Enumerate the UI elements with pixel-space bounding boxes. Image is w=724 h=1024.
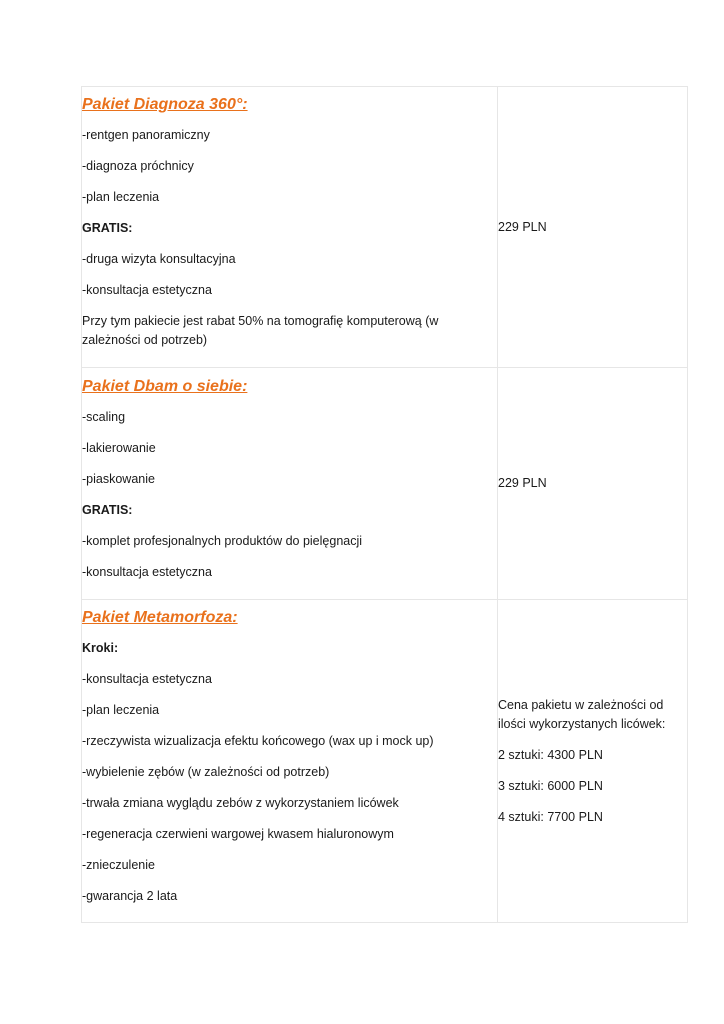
package-description-cell <box>82 600 498 923</box>
package-item: -diagnoza próchnicy <box>82 159 194 173</box>
gratis-label: GRATIS: <box>82 221 133 235</box>
package-price-cell <box>498 600 688 923</box>
package-step: -rzeczywista wizualizacja efektu końcowego (wax up i mock up) <box>82 733 434 748</box>
gratis-item: -konsultacja estetyczna <box>82 283 212 297</box>
price-note: Cena pakietu w zależności od ilości wykorzystanych licówek: <box>498 697 666 731</box>
package-item: -plan leczenia <box>82 190 160 204</box>
package-item: -scaling <box>82 409 126 424</box>
price-option: 2 sztuki: 4300 PLN <box>498 747 603 762</box>
package-row-dbam-o-siebie <box>82 368 688 600</box>
steps-label: Kroki: <box>82 640 119 655</box>
package-price-cell <box>498 368 688 600</box>
package-item: -piaskowanie <box>82 471 155 486</box>
package-description-cell <box>82 87 498 368</box>
package-step: -konsultacja estetyczna <box>82 671 212 686</box>
price-option: 4 sztuki: 7700 PLN <box>498 809 603 824</box>
gratis-item: -druga wizyta konsultacyjna <box>82 252 236 266</box>
price-option: 3 sztuki: 6000 PLN <box>498 778 603 793</box>
package-price: 229 PLN <box>498 476 547 490</box>
package-step: -gwarancja 2 lata <box>82 888 178 903</box>
package-note: Przy tym pakiecie jest rabat 50% na tomografię komputerową (w zależności od potrzeb) <box>82 314 439 347</box>
package-step: -regeneracja czerwieni wargowej kwasem hialuronowym <box>82 826 394 841</box>
package-price: 229 PLN <box>498 219 547 234</box>
package-title: Pakiet Dbam o siebie: <box>82 377 248 395</box>
package-item: -rentgen panoramiczny <box>82 128 210 142</box>
package-step: -trwała zmiana wyglądu zebów z wykorzystaniem licówek <box>82 795 399 810</box>
package-step: -plan leczenia <box>82 702 160 717</box>
package-description-cell <box>82 368 498 600</box>
package-step: -wybielenie zębów (w zależności od potrzeb) <box>82 764 330 779</box>
price-list <box>498 696 687 827</box>
package-item: -lakierowanie <box>82 440 156 455</box>
package-title: Pakiet Diagnoza 360°: <box>82 96 248 113</box>
package-row-diagnoza <box>82 87 688 368</box>
package-step: -znieczulenie <box>82 857 155 872</box>
packages-table <box>81 86 688 923</box>
gratis-item: -komplet profesjonalnych produktów do pielęgnacji <box>82 533 363 548</box>
package-row-metamorfoza <box>82 600 688 923</box>
package-price-cell <box>498 87 688 368</box>
package-title: Pakiet Metamorfoza: <box>82 608 238 626</box>
gratis-label: GRATIS: <box>82 502 133 517</box>
gratis-item: -konsultacja estetyczna <box>82 564 212 579</box>
